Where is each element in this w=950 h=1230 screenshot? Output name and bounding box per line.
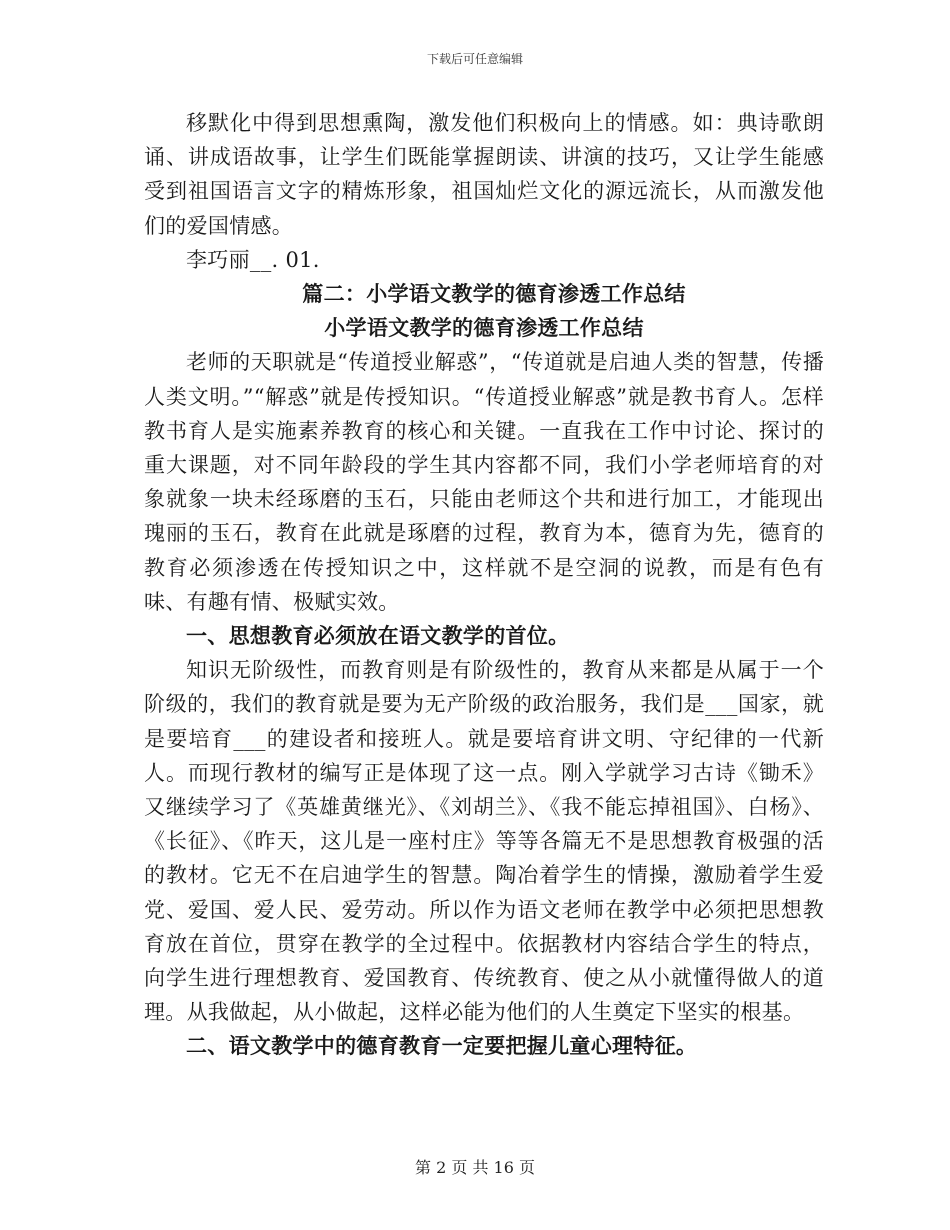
page-footer: 第 2 页 共 16 页 xyxy=(415,1158,535,1177)
section-2-heading: 二、语文教学中的德育教育一定要把握儿童心理特征。 xyxy=(186,1034,698,1059)
intro-paragraph: 移默化中得到思想熏陶，激发他们积极向上的情感。如：典诗歌朗诵、讲成语故事，让学生们既能掌握朗读、讲演的技巧，又让学生能感受到祖国语言文字的精炼形象，祖国灿烂文化的源远流长，从而激发他们的爱国情感。 xyxy=(144,111,824,238)
document-body xyxy=(144,106,824,1064)
chapter-title: 篇二：小学语文教学的德育渗透工作总结 xyxy=(302,282,686,307)
paragraph-1: 老师的天职就是“传道授业解惑”，“传道就是启迪人类的智慧，传播人类文明。”“解惑”就是传授知识。“传道授业解惑”就是教书育人。怎样教书育人是实施素养教育的核心和关键。一直我在工作中讨论、探讨的重大课题，对不同年龄段的学生其内容都不同，我们小学老师培育的对象就象一块未经琢磨的玉石，只能由老师这个共和进行加工，才能现出瑰丽的玉石，教育在此就是琢磨的过程，教育为本，德育为先，德育的教育必须渗透在传授知识之中，这样就不是空洞的说教，而是有色有味、有趣有情、极赋实效。 xyxy=(144,350,824,614)
article-title: 小学语文教学的德育渗透工作总结 xyxy=(324,316,644,341)
paragraph-2: 知识无阶级性，而教育则是有阶级性的，教育从来都是从属于一个阶级的，我们的教育就是要为无产阶级的政治服务，我们是___国家，就是要培育___的建设者和接班人。就是要培育讲文明、守纪律的一代新人。而现行教材的编写正是体现了这一点。刚入学就学习古诗《锄禾》又继续学习了《英雄黄继光》、《刘胡兰》、《我不能忘掉祖国》、白杨》、《长征》、《昨天，这儿是一座村庄》等等各篇无不是思想教育极强的活的教材。它无不在启迪学生的智慧。陶冶着学生的情操，激励着学生爱党、爱国、爱人民、爱劳动。所以作为语文老师在教学中必须把思想教育放在首位，贯穿在教学的全过程中。依据教材内容结合学生的特点，向学生进行理想教育、爱国教育、传统教育、使之从小就懂得做人的道理。从我做起，从小做起，这样必能为他们的人生奠定下坚实的根基。 xyxy=(144,658,824,1025)
signature-line: 李巧丽__. 01. xyxy=(186,247,320,272)
section-1-heading: 一、思想教育必须放在语文教学的首位。 xyxy=(186,624,570,649)
page-header: 下载后可任意编辑 xyxy=(426,52,523,66)
